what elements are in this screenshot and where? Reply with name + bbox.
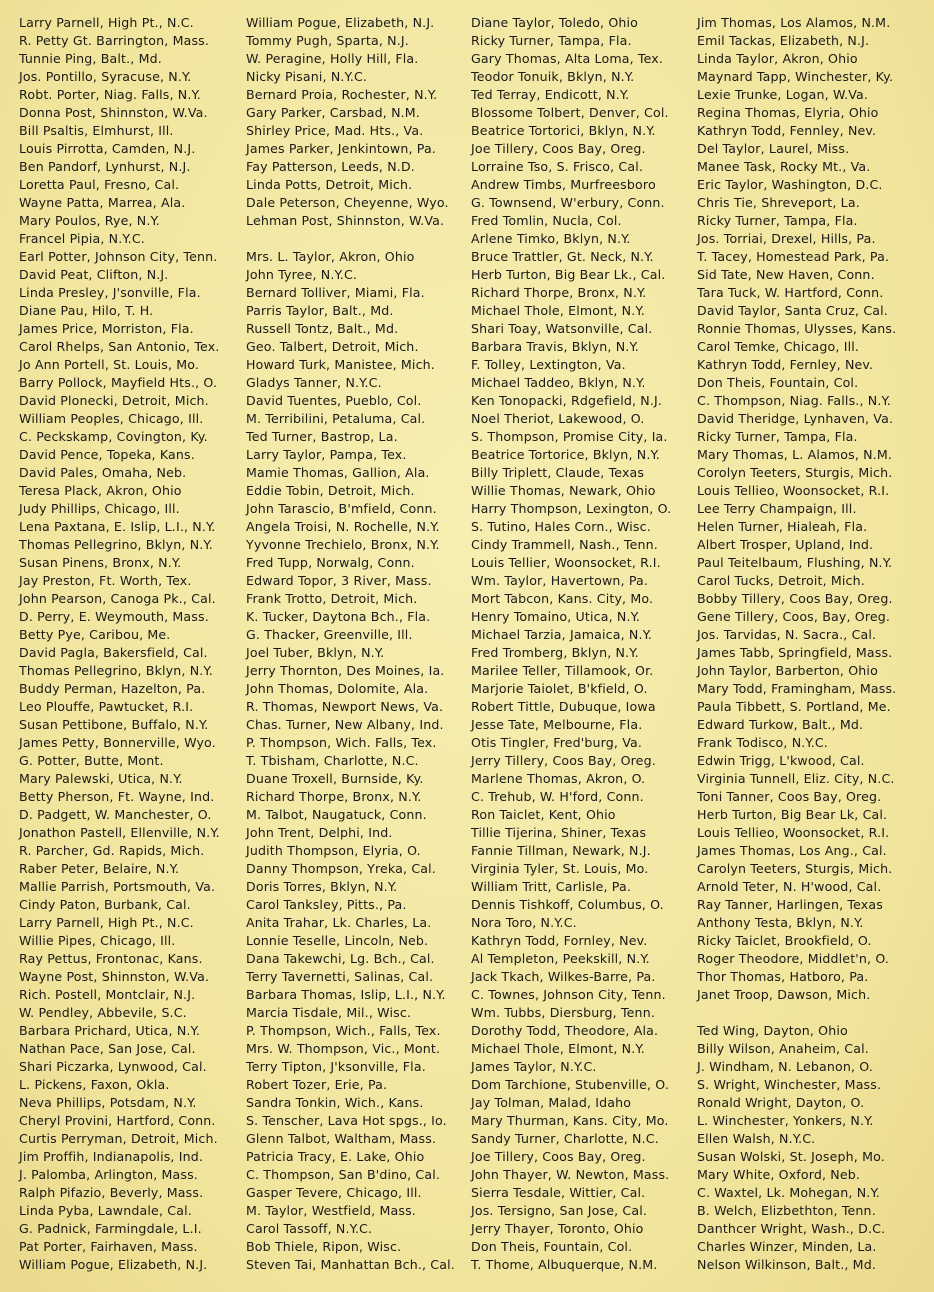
name-entry: Robert Tozer, Erie, Pa. [246, 1077, 388, 1092]
name-entry: Pat Porter, Fairhaven, Mass. [19, 1239, 198, 1254]
name-entry: Edward Topor, 3 River, Mass. [246, 573, 432, 588]
name-entry: John Pearson, Canoga Pk., Cal. [19, 591, 216, 606]
name-entry: Rich. Postell, Montclair, N.J. [19, 987, 196, 1002]
name-entry: Otis Tingler, Fred'burg, Va. [471, 735, 643, 750]
name-entry: Thomas Pellegrino, Bklyn, N.Y. [19, 663, 213, 678]
name-entry: Arlene Timko, Bklyn, N.Y. [471, 231, 631, 246]
name-entry: B. Welch, Elizbethton, Tenn. [697, 1203, 876, 1218]
name-entry: Henry Tomaino, Utica, N.Y. [471, 609, 641, 624]
name-entry: Al Templeton, Peekskill, N.Y. [471, 951, 650, 966]
name-entry: Nora Toro, N.Y.C. [471, 915, 577, 930]
name-entry: Louis Pirrotta, Camden, N.J. [19, 141, 196, 156]
name-entry: Mallie Parrish, Portsmouth, Va. [19, 879, 216, 894]
name-entry: Sid Tate, New Haven, Conn. [697, 267, 875, 282]
name-entry: Richard Thorpe, Bronx, N.Y. [246, 789, 422, 804]
name-entry: Albert Trosper, Upland, Ind. [697, 537, 874, 552]
name-entry: Mamie Thomas, Gallion, Ala. [246, 465, 430, 480]
name-entry: Gene Tillery, Coos, Bay, Oreg. [697, 609, 891, 624]
name-entry: James Parker, Jenkintown, Pa. [246, 141, 436, 156]
name-entry: Teresa Plack, Akron, Ohio [19, 483, 182, 498]
name-entry: Mary Thomas, L. Alamos, N.M. [697, 447, 893, 462]
name-entry: David Tuentes, Pueblo, Col. [246, 393, 422, 408]
name-entry: Marlene Thomas, Akron, O. [471, 771, 646, 786]
name-entry: G. Potter, Butte, Mont. [19, 753, 164, 768]
name-entry: Shari Piczarka, Lynwood, Cal. [19, 1059, 207, 1074]
name-entry: S. Tutino, Hales Corn., Wisc. [471, 519, 651, 534]
name-entry: D. Padgett, W. Manchester, O. [19, 807, 212, 822]
name-entry: Geo. Talbert, Detroit, Mich. [246, 339, 419, 354]
name-entry: Willie Thomas, Newark, Ohio [471, 483, 656, 498]
name-entry: Gladys Tanner, N.Y.C. [246, 375, 382, 390]
name-entry: Mary Poulos, Rye, N.Y. [19, 213, 160, 228]
name-entry: Billy Triplett, Claude, Texas [471, 465, 645, 480]
name-entry: Jim Proffih, Indianapolis, Ind. [19, 1149, 204, 1164]
name-entry: Michael Thole, Elmont, N.Y. [471, 303, 645, 318]
name-entry: Roger Theodore, Middlet'n, O. [697, 951, 890, 966]
name-entry: Gary Thomas, Alta Loma, Tex. [471, 51, 664, 66]
name-entry: Richard Thorpe, Bronx, N.Y. [471, 285, 647, 300]
name-entry: Ted Wing, Dayton, Ohio [697, 1023, 848, 1038]
name-entry: Kathryn Todd, Fennley, Nev. [697, 123, 877, 138]
name-entry: Jos. Pontillo, Syracuse, N.Y. [19, 69, 192, 84]
name-entry: Jos. Tarvidas, N. Sacra., Cal. [697, 627, 877, 642]
name-entry: Paul Teitelbaum, Flushing, N.Y. [697, 555, 893, 570]
name-entry: Linda Potts, Detroit, Mich. [246, 177, 413, 192]
name-entry: Danthcer Wright, Wash., D.C. [697, 1221, 886, 1236]
name-entry: S. Wright, Winchester, Mass. [697, 1077, 882, 1092]
name-entry: Maynard Tapp, Winchester, Ky. [697, 69, 894, 84]
name-entry: Mrs. L. Taylor, Akron, Ohio [246, 249, 415, 264]
name-entry: Marjorie Taiolet, B'kfield, O. [471, 681, 648, 696]
name-entry: Gary Parker, Carsbad, N.M. [246, 105, 420, 120]
name-entry: Buddy Perman, Hazelton, Pa. [19, 681, 206, 696]
name-entry: Yyvonne Trechielo, Bronx, N.Y. [246, 537, 440, 552]
name-entry: Wayne Post, Shinnston, W.Va. [19, 969, 210, 984]
name-entry: Louis Tellier, Woonsocket, R.I. [471, 555, 661, 570]
name-entry: William Pogue, Elizabeth, N.J. [246, 15, 435, 30]
name-entry: Jesse Tate, Melbourne, Fla. [471, 717, 643, 732]
name-entry: L. Pickens, Faxon, Okla. [19, 1077, 170, 1092]
name-entry: K. Tucker, Daytona Bch., Fla. [246, 609, 431, 624]
name-entry: Terry Tavernetti, Salinas, Cal. [246, 969, 434, 984]
name-entry: Betty Pye, Caribou, Me. [19, 627, 171, 642]
name-entry: J. Palomba, Arlington, Mass. [19, 1167, 198, 1182]
name-entry: Tommy Pugh, Sparta, N.J. [246, 33, 409, 48]
name-entry: Virginia Tyler, St. Louis, Mo. [471, 861, 649, 876]
name-entry: Ted Turner, Bastrop, La. [246, 429, 398, 444]
name-entry: Barbara Prichard, Utica, N.Y. [19, 1023, 200, 1038]
column-spacer [246, 230, 455, 248]
name-entry: James Petty, Bonnerville, Wyo. [19, 735, 216, 750]
name-entry: Dom Tarchione, Stubenville, O. [471, 1077, 669, 1092]
name-entry: Cindy Paton, Burbank, Cal. [19, 897, 191, 912]
name-entry: Janet Troop, Dawson, Mich. [697, 987, 871, 1002]
name-entry: Andrew Timbs, Murfreesboro [471, 177, 656, 192]
name-entry: Steven Tai, Manhattan Bch., Cal. [246, 1257, 455, 1272]
name-entry: Paula Tibbett, S. Portland, Me. [697, 699, 891, 714]
name-entry: S. Thompson, Promise City, Ia. [471, 429, 668, 444]
name-column-4 [697, 14, 896, 1274]
name-entry: T. Tacey, Homestead Park, Pa. [697, 249, 890, 264]
name-entry: William Peoples, Chicago, Ill. [19, 411, 204, 426]
name-entry: Mary Todd, Framingham, Mass. [697, 681, 897, 696]
name-entry: Raber Peter, Belaire, N.Y. [19, 861, 180, 876]
name-entry: John Thayer, W. Newton, Mass. [471, 1167, 670, 1182]
name-entry: Barry Pollock, Mayfield Hts., O. [19, 375, 218, 390]
name-entry: Terry Tipton, J'ksonville, Fla. [246, 1059, 426, 1074]
name-entry: Sandra Tonkin, Wich., Kans. [246, 1095, 424, 1110]
name-entry: Fay Patterson, Leeds, N.D. [246, 159, 415, 174]
name-entry: T. Tbisham, Charlotte, N.C. [246, 753, 419, 768]
name-entry: Mary Palewski, Utica, N.Y. [19, 771, 183, 786]
name-entry: M. Taylor, Westfield, Mass. [246, 1203, 416, 1218]
name-entry: Toni Tanner, Coos Bay, Oreg. [697, 789, 882, 804]
name-entry: Herb Turton, Big Bear Lk., Cal. [471, 267, 666, 282]
name-entry: James Thomas, Los Ang., Cal. [697, 843, 887, 858]
name-entry: Patricia Tracy, E. Lake, Ohio [246, 1149, 425, 1164]
name-entry: C. Townes, Johnson City, Tenn. [471, 987, 666, 1002]
name-entry: S. Tenscher, Lava Hot spgs., Io. [246, 1113, 447, 1128]
name-entry: Manee Task, Rocky Mt., Va. [697, 159, 871, 174]
name-entry: James Price, Morriston, Fla. [19, 321, 194, 336]
name-entry: Tunnie Ping, Balt., Md. [19, 51, 162, 66]
name-entry: Helen Turner, Hialeah, Fla. [697, 519, 868, 534]
name-entry: Jerry Thornton, Des Moines, Ia. [246, 663, 445, 678]
name-entry: Ronald Wright, Dayton, O. [697, 1095, 865, 1110]
name-entry: Susan Pettibone, Buffalo, N.Y. [19, 717, 209, 732]
name-entry: C. Peckskamp, Covington, Ky. [19, 429, 208, 444]
name-entry: Parris Taylor, Balt., Md. [246, 303, 394, 318]
name-entry: Wm. Taylor, Havertown, Pa. [471, 573, 649, 588]
name-entry: Fred Tomlin, Nucla, Col. [471, 213, 622, 228]
name-entry: Mary White, Oxford, Neb. [697, 1167, 861, 1182]
name-entry: Jack Tkach, Wilkes-Barre, Pa. [471, 969, 656, 984]
name-entry: Charles Winzer, Minden, La. [697, 1239, 877, 1254]
name-entry: Lee Terry Champaign, Ill. [697, 501, 857, 516]
name-entry: Carolyn Teeters, Sturgis, Mich. [697, 861, 893, 876]
name-entry: Mary Thurman, Kans. City, Mo. [471, 1113, 669, 1128]
name-entry: Ralph Pifazio, Beverly, Mass. [19, 1185, 204, 1200]
name-column-1 [19, 14, 220, 1274]
name-entry: Willie Pipes, Chicago, Ill. [19, 933, 176, 948]
name-entry: C. Thompson, San B'dino, Cal. [246, 1167, 441, 1182]
name-entry: Anthony Testa, Bklyn, N.Y. [697, 915, 864, 930]
name-entry: Carol Tucks, Detroit, Mich. [697, 573, 865, 588]
name-entry: Francel Pipia, N.Y.C. [19, 231, 145, 246]
name-entry: Edward Turkow, Balt., Md. [697, 717, 864, 732]
name-entry: Donna Post, Shinnston, W.Va. [19, 105, 208, 120]
name-entry: Wm. Tubbs, Diersburg, Tenn. [471, 1005, 655, 1020]
name-entry: G. Thacker, Greenville, Ill. [246, 627, 413, 642]
name-entry: Carol Rhelps, San Antonio, Tex. [19, 339, 220, 354]
name-entry: Jay Tolman, Malad, Idaho [471, 1095, 632, 1110]
name-entry: Duane Troxell, Burnside, Ky. [246, 771, 424, 786]
name-entry: Teodor Tonuik, Bklyn, N.Y. [471, 69, 635, 84]
name-entry: Marcia Tisdale, Mil., Wisc. [246, 1005, 412, 1020]
name-entry: Diane Pau, Hilo, T. H. [19, 303, 154, 318]
name-entry: Joe Tillery, Coos Bay, Oreg. [471, 141, 646, 156]
name-entry: Bill Psaltis, Elmhurst, Ill. [19, 123, 174, 138]
name-entry: David Plonecki, Detroit, Mich. [19, 393, 209, 408]
name-entry: Carol Temke, Chicago, Ill. [697, 339, 860, 354]
name-entry: Glenn Talbot, Waltham, Mass. [246, 1131, 437, 1146]
name-entry: Judith Thompson, Elyria, O. [246, 843, 421, 858]
name-entry: Betty Pherson, Ft. Wayne, Ind. [19, 789, 215, 804]
name-entry: James Tabb, Springfield, Mass. [697, 645, 893, 660]
name-entry: Ray Pettus, Frontonac, Kans. [19, 951, 203, 966]
name-entry: Beatrice Tortorici, Bklyn, N.Y. [471, 123, 656, 138]
name-entry: Bruce Trattler, Gt. Neck, N.Y. [471, 249, 654, 264]
name-entry: Regina Thomas, Elyria, Ohio [697, 105, 879, 120]
name-column-2 [246, 14, 455, 1274]
name-entry: Ronnie Thomas, Ulysses, Kans. [697, 321, 897, 336]
name-entry: Nicky Pisani, N.Y.C. [246, 69, 368, 84]
name-entry: Robert Tittle, Dubuque, Iowa [471, 699, 656, 714]
name-entry: Bernard Proia, Rochester, N.Y. [246, 87, 438, 102]
name-entry: Lorraine Tso, S. Frisco, Cal. [471, 159, 644, 174]
name-entry: Linda Taylor, Akron, Ohio [697, 51, 858, 66]
name-entry: Ray Tanner, Harlingen, Texas [697, 897, 883, 912]
name-entry: Beatrice Tortorice, Bklyn, N.Y. [471, 447, 660, 462]
name-entry: Ricky Turner, Tampa, Fla. [697, 429, 858, 444]
name-entry: Fannie Tillman, Newark, N.J. [471, 843, 651, 858]
name-entry: Curtis Perryman, Detroit, Mich. [19, 1131, 218, 1146]
name-entry: Louis Tellieo, Woonsocket, R.I. [697, 825, 890, 840]
name-entry: Louis Tellieo, Woonsocket, R.I. [697, 483, 890, 498]
name-entry: Fred Tupp, Norwalg, Conn. [246, 555, 415, 570]
name-entry: Larry Parnell, High Pt., N.C. [19, 15, 194, 30]
name-entry: Bob Thiele, Ripon, Wisc. [246, 1239, 402, 1254]
name-entry: Ellen Walsh, N.Y.C. [697, 1131, 816, 1146]
name-entry: Cindy Trammell, Nash., Tenn. [471, 537, 658, 552]
name-entry: Howard Turk, Manistee, Mich. [246, 357, 435, 372]
name-entry: C. Thompson, Niag. Falls., N.Y. [697, 393, 891, 408]
name-entry: Loretta Paul, Fresno, Cal. [19, 177, 180, 192]
name-entry: David Pagla, Bakersfield, Cal. [19, 645, 208, 660]
name-entry: Russell Tontz, Balt., Md. [246, 321, 399, 336]
name-entry: Jos. Torriai, Drexel, Hills, Pa. [697, 231, 876, 246]
name-entry: R. Thomas, Newport News, Va. [246, 699, 444, 714]
name-entry: Noel Theriot, Lakewood, O. [471, 411, 645, 426]
name-entry: Blossome Tolbert, Denver, Col. [471, 105, 669, 120]
name-entry: Danny Thompson, Yreka, Cal. [246, 861, 436, 876]
name-entry: Jim Thomas, Los Alamos, N.M. [697, 15, 891, 30]
name-entry: Dorothy Todd, Theodore, Ala. [471, 1023, 659, 1038]
name-entry: Frank Trotto, Detroit, Mich. [246, 591, 418, 606]
name-entry: Jo Ann Portell, St. Louis, Mo. [19, 357, 200, 372]
name-entry: Marilee Teller, Tillamook, Or. [471, 663, 654, 678]
name-entry: Emil Tackas, Elizabeth, N.J. [697, 33, 870, 48]
name-entry: John Thomas, Dolomite, Ala. [246, 681, 429, 696]
name-entry: Eric Taylor, Washington, D.C. [697, 177, 883, 192]
name-entry: Sierra Tesdale, Wittier, Cal. [471, 1185, 646, 1200]
name-entry: Nelson Wilkinson, Balt., Md. [697, 1257, 876, 1272]
name-entry: Thor Thomas, Hatboro, Pa. [697, 969, 869, 984]
name-entry: F. Tolley, Lextington, Va. [471, 357, 626, 372]
name-entry: James Taylor, N.Y.C. [471, 1059, 597, 1074]
name-entry: Susan Pinens, Bronx, N.Y. [19, 555, 182, 570]
name-entry: Michael Tarzia, Jamaica, N.Y. [471, 627, 653, 642]
name-entry: Diane Taylor, Toledo, Ohio [471, 15, 639, 30]
name-entry: Shari Toay, Watsonville, Cal. [471, 321, 653, 336]
name-entry: Cheryl Provini, Hartford, Conn. [19, 1113, 216, 1128]
name-column-3 [471, 14, 671, 1274]
name-entry: Judy Phillips, Chicago, Ill. [19, 501, 180, 516]
name-entry: Virginia Tunnell, Eliz. City, N.C. [697, 771, 895, 786]
name-entry: Joe Tillery, Coos Bay, Oreg. [471, 1149, 646, 1164]
name-entry: Ken Tonopacki, Rdgefield, N.J. [471, 393, 663, 408]
name-entry: R. Petty Gt. Barrington, Mass. [19, 33, 210, 48]
name-entry: Eddie Tobin, Detroit, Mich. [246, 483, 415, 498]
name-entry: Michael Thole, Elmont, N.Y. [471, 1041, 645, 1056]
name-entry: C. Waxtel, Lk. Mohegan, N.Y. [697, 1185, 880, 1200]
name-entry: Mort Tabcon, Kans. City, Mo. [471, 591, 654, 606]
name-entry: Jos. Tersigno, San Jose, Cal. [471, 1203, 648, 1218]
name-entry: Jonathon Pastell, Ellenville, N.Y. [19, 825, 220, 840]
name-entry: Ricky Turner, Tampa, Fla. [471, 33, 632, 48]
name-entry: Lexie Trunke, Logan, W.Va. [697, 87, 869, 102]
name-entry: Kathryn Todd, Fernley, Nev. [697, 357, 874, 372]
name-entry: M. Terribilini, Petaluma, Cal. [246, 411, 426, 426]
name-entry: Nathan Pace, San Jose, Cal. [19, 1041, 196, 1056]
name-entry: Angela Troisi, N. Rochelle, N.Y. [246, 519, 440, 534]
name-entry: Doris Torres, Bklyn, N.Y. [246, 879, 398, 894]
name-entry: Edwin Trigg, L'kwood, Cal. [697, 753, 865, 768]
name-entry: P. Thompson, Wich. Falls, Tex. [246, 735, 437, 750]
name-entry: Herb Turton, Big Bear Lk, Cal. [697, 807, 888, 822]
name-entry: Corolyn Teeters, Sturgis, Mich. [697, 465, 893, 480]
name-entry: Tara Tuck, W. Hartford, Conn. [697, 285, 884, 300]
name-entry: John Tarascio, B'mfield, Conn. [246, 501, 437, 516]
name-entry: Don Theis, Fountain, Col. [697, 375, 859, 390]
name-entry: Bernard Tolliver, Miami, Fla. [246, 285, 425, 300]
name-entry: Barbara Thomas, Islip, L.I., N.Y. [246, 987, 446, 1002]
name-entry: David Taylor, Santa Cruz, Cal. [697, 303, 888, 318]
name-entry: Susan Wolski, St. Joseph, Mo. [697, 1149, 885, 1164]
name-entry: Jay Preston, Ft. Worth, Tex. [19, 573, 192, 588]
name-entry: David Pence, Topeka, Kans. [19, 447, 195, 462]
name-entry: Don Theis, Fountain, Col. [471, 1239, 633, 1254]
name-entry: Mrs. W. Thompson, Vic., Mont. [246, 1041, 441, 1056]
name-entry: Chris Tie, Shreveport, La. [697, 195, 860, 210]
name-entry: Jerry Tillery, Coos Bay, Oreg. [471, 753, 656, 768]
name-entry: Lena Paxtana, E. Islip, L.I., N.Y. [19, 519, 216, 534]
name-entry: Ron Taiclet, Kent, Ohio [471, 807, 616, 822]
name-entry: L. Winchester, Yonkers, N.Y. [697, 1113, 874, 1128]
name-entry: Chas. Turner, New Albany, Ind. [246, 717, 444, 732]
name-entry: W. Peragine, Holly Hill, Fla. [246, 51, 419, 66]
name-entry: Ben Pandorf, Lynhurst, N.J. [19, 159, 191, 174]
name-entry: John Tyree, N.Y.C. [246, 267, 358, 282]
name-entry: Carol Tassoff, N.Y.C. [246, 1221, 373, 1236]
name-entry: Ricky Taiclet, Brookfield, O. [697, 933, 872, 948]
name-entry: Fred Tromberg, Bklyn, N.Y. [471, 645, 639, 660]
name-entry: Linda Presley, J'sonville, Fla. [19, 285, 201, 300]
name-entry: Earl Potter, Johnson City, Tenn. [19, 249, 218, 264]
name-entry: Ricky Turner, Tampa, Fla. [697, 213, 858, 228]
name-entry: John Taylor, Barberton, Ohio [697, 663, 878, 678]
name-entry: Jerry Thayer, Toronto, Ohio [471, 1221, 644, 1236]
name-entry: Anita Trahar, Lk. Charles, La. [246, 915, 432, 930]
name-entry: Shirley Price, Mad. Hts., Va. [246, 123, 424, 138]
name-entry: Gasper Tevere, Chicago, Ill. [246, 1185, 422, 1200]
name-entry: Sandy Turner, Charlotte, N.C. [471, 1131, 659, 1146]
name-entry: William Pogue, Elizabeth, N.J. [19, 1257, 208, 1272]
name-entry: Joel Tuber, Bklyn, N.Y. [246, 645, 385, 660]
name-entry: Larry Parnell, High Pt., N.C. [19, 915, 194, 930]
name-entry: Barbara Travis, Bklyn, N.Y. [471, 339, 639, 354]
name-entry: T. Thome, Albuquerque, N.M. [471, 1257, 658, 1272]
name-entry: Thomas Pellegrino, Bklyn, N.Y. [19, 537, 213, 552]
name-entry: John Trent, Delphi, Ind. [246, 825, 393, 840]
name-entry: Dale Peterson, Cheyenne, Wyo. [246, 195, 449, 210]
name-entry: Linda Pyba, Lawndale, Cal. [19, 1203, 192, 1218]
name-entry: Larry Taylor, Pampa, Tex. [246, 447, 407, 462]
name-entry: Carol Tanksley, Pitts., Pa. [246, 897, 407, 912]
name-entry: P. Thompson, Wich., Falls, Tex. [246, 1023, 441, 1038]
column-spacer [697, 1004, 896, 1022]
name-entry: Harry Thompson, Lexington, O. [471, 501, 672, 516]
name-entry: Billy Wilson, Anaheim, Cal. [697, 1041, 869, 1056]
name-entry: Dana Takewchi, Lg. Bch., Cal. [246, 951, 435, 966]
name-entry: Kathryn Todd, Fornley, Nev. [471, 933, 648, 948]
name-entry: Lonnie Teselle, Lincoln, Neb. [246, 933, 429, 948]
name-entry: C. Trehub, W. H'ford, Conn. [471, 789, 644, 804]
name-entry: Del Taylor, Laurel, Miss. [697, 141, 850, 156]
name-entry: Michael Taddeo, Bklyn, N.Y. [471, 375, 646, 390]
name-entry: David Pales, Omaha, Neb. [19, 465, 187, 480]
name-entry: Neva Phillips, Potsdam, N.Y. [19, 1095, 197, 1110]
name-entry: Ted Terray, Endicott, N.Y. [471, 87, 630, 102]
name-entry: David Theridge, Lynhaven, Va. [697, 411, 894, 426]
name-entry: Frank Todisco, N.Y.C. [697, 735, 828, 750]
name-entry: Wayne Patta, Marrea, Ala. [19, 195, 186, 210]
name-entry: D. Perry, E. Weymouth, Mass. [19, 609, 209, 624]
name-entry: David Peat, Clifton, N.J. [19, 267, 169, 282]
name-entry: R. Parcher, Gd. Rapids, Mich. [19, 843, 205, 858]
name-entry: Arnold Teter, N. H'wood, Cal. [697, 879, 882, 894]
name-entry: Leo Plouffe, Pawtucket, R.I. [19, 699, 194, 714]
name-entry: Dennis Tishkoff, Columbus, O. [471, 897, 664, 912]
name-entry: W. Pendley, Abbevile, S.C. [19, 1005, 187, 1020]
name-entry: M. Talbot, Naugatuck, Conn. [246, 807, 427, 822]
name-entry: Lehman Post, Shinnston, W.Va. [246, 213, 445, 228]
name-entry: William Tritt, Carlisle, Pa. [471, 879, 632, 894]
name-entry: Bobby Tillery, Coos Bay, Oreg. [697, 591, 893, 606]
name-entry: G. Padnick, Farmingdale, L.I. [19, 1221, 202, 1236]
name-entry: J. Windham, N. Lebanon, O. [697, 1059, 874, 1074]
name-entry: Robt. Porter, Niag. Falls, N.Y. [19, 87, 201, 102]
name-entry: G. Townsend, W'erbury, Conn. [471, 195, 665, 210]
name-entry: Tillie Tijerina, Shiner, Texas [471, 825, 647, 840]
